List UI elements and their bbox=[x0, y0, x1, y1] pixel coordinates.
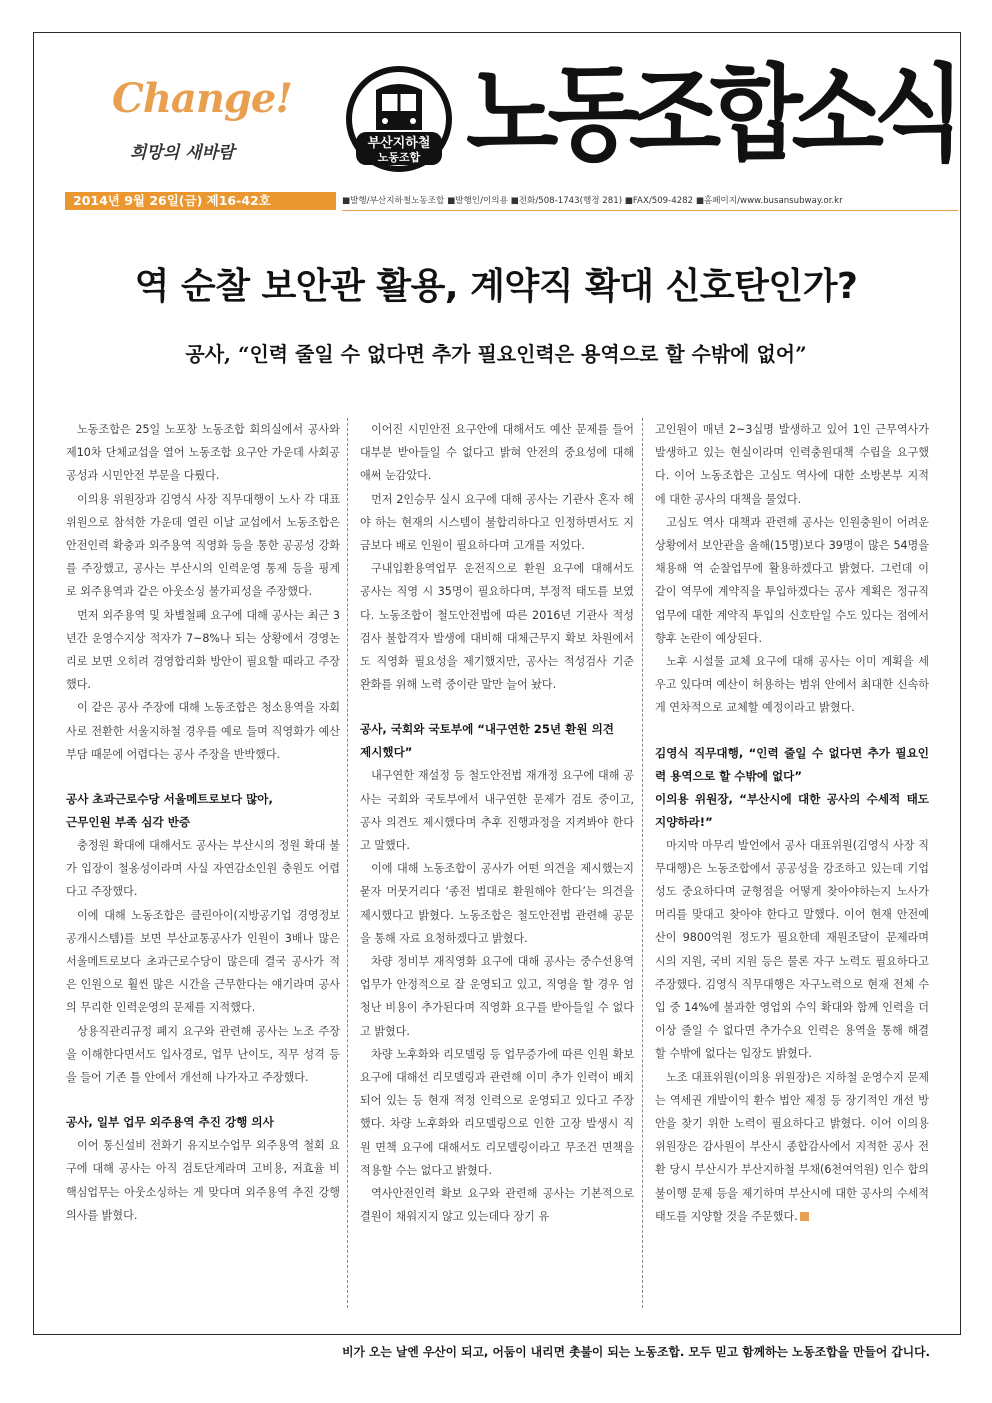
paragraph: 이 같은 공사 주장에 대해 노동조합은 청소용역을 자회사로 전환한 서울지하철 경우를 예로 들며 직영화가 예산부담 때문에 어렵다는 공사 주장을 반박했다. bbox=[66, 701, 340, 761]
section-heading: 공사 초과근로수당 서울메트로보다 많아, bbox=[66, 792, 273, 807]
subheadline: 공사, “인력 줄일 수 없다면 추가 필요인력은 용역으로 할 수밖에 없어” bbox=[185, 342, 807, 366]
end-mark-icon bbox=[800, 1212, 809, 1221]
publisher-info: ■발행/부산지하철노동조합 ■발행인/이의용 ■전화/508-1743(행정 281) ■FAX/509-4282 ■홈페이지/www.busansubway.or.kr bbox=[342, 192, 958, 211]
paragraph bbox=[655, 1066, 929, 1228]
paragraph: 고심도 역사 대책과 관련해 공사는 인원충원이 어려운 상황에서 보안관을 올해(15명)보다 39명이 많은 54명을 채용해 역 순찰업무에 활용하겠다고 밝혔다. 그런데 이 같이 역무에 계약직을 투입하겠다는 공사 계획은 정규직 업무에 대한 계약직 투입의 신호탄일 수도 있다는 점에서 향후 논란이 예상된다. bbox=[655, 515, 929, 645]
paragraph: 노후 시설물 교체 요구에 대해 공사는 이미 계획을 세우고 있다며 예산이 허용하는 범위 안에서 최대한 신속하게 연차적으로 교체할 예정이라고 밝혔다. bbox=[655, 655, 929, 715]
paragraph: 고인원이 매년 2~3십명 발생하고 있어 1인 근무역사가 발생하고 있는 현실이라며 인력충원대책 수립을 요구했다. 이어 노동조합은 고심도 역사에 대한 소방본부 지적에 대한 공사의 대책을 물었다. bbox=[655, 423, 929, 506]
paragraph: 내구연한 재설정 등 철도안전법 재개정 요구에 대해 공사는 국회와 국토부에서 내구연한 문제가 검토 중이고, 공사 의견도 제시했다며 추후 진행과정을 지켜봐야 한다고 말했다. bbox=[360, 769, 634, 853]
section-heading: 제시했다” bbox=[360, 745, 413, 760]
paragraph: 이의용 위원장과 김영식 사장 직무대행이 노사 각 대표위원으로 참석한 가운데 열린 이날 교섭에서 노동조합은 안전인력 확충과 외주용역 직영화 등을 통한 공공성 강화를 주장했고, 공사는 부산시의 인력운영 통제 등을 핑계로 외주용역과 같은 아웃소싱 불가피성을 주장했다. bbox=[66, 492, 340, 599]
article-column-2 bbox=[360, 418, 634, 1308]
article-column-3 bbox=[655, 418, 929, 1308]
paragraph: 이에 대해 노동조합은 클린아이(지방공기업 경영정보공개시스템)를 보면 부산교통공사가 인원이 3배나 많은 서울메트로보다 초과근로수당이 많은데 결국 공사가 적은 인원으로 훨씬 많은 시간을 근무한다는 얘기라며 공사의 무리한 인력운영의 문제를 지적했다. bbox=[66, 908, 340, 1015]
masthead-title: 노동조합소식 bbox=[466, 52, 955, 175]
emblem-top-text: 부산지하철 bbox=[367, 136, 431, 151]
emblem-bottom-text: 노동조합 bbox=[377, 151, 421, 164]
paragraph: 마지막 마무리 발언에서 공사 대표위원(김영식 사장 직무대행)은 노동조합에서 공공성을 강조하고 있는데 기업성도 중요하다며 균형점을 어떻게 찾아야하는지 노사가 머리를 맞대고 찾아야 한다고 말했다. 이어 현재 안전예산이 9800억원 정도가 필요한데 재원조달이 문제라며 시의 지원, 국비 지원 등은 물론 자구 노력도 필요하다고 주장했다. 김영식 직무대행은 자구노력으로 현재 전체 수입 중 14%에 불과한 영업외 수익 확대와 함께 인력을 더 이상 줄일 수 없다면 추가수요 인력은 용역을 통해 해결할 수밖에 없다는 입장도 밝혔다. bbox=[655, 838, 929, 1061]
article-column-1 bbox=[66, 418, 340, 1308]
paragraph: 역사안전인력 확보 요구와 관련해 공사는 기본적으로 결원이 채워지지 않고 있는데다 장기 유 bbox=[360, 1187, 634, 1224]
section-heading: 김영식 직무대행, “인력 줄일 수 없다면 추가 필요인력 용역으로 할 수밖에 없다” bbox=[655, 745, 929, 783]
paragraph: 이어진 시민안전 요구안에 대해서도 예산 문제를 들어 대부분 받아들일 수 없다고 밝혀 안전의 중요성에 대해 애써 눈감았다. bbox=[360, 423, 634, 483]
paragraph: 이에 대해 노동조합이 공사가 어떤 의견을 제시했는지 묻자 머뭇거리다 ‘종전 법대로 환원해야 한다’는 의견을 제시했다고 밝혔다. 노동조합은 철도안전법 관련해 공문을 통해 자료 요청하겠다고 밝혔다. bbox=[360, 862, 634, 945]
section-heading: 공사, 국회와 국토부에 “내구연한 25년 환원 의견 bbox=[360, 722, 614, 737]
paragraph-text: 노조 대표위원(이의용 위원장)은 지하철 운영수지 문제는 역세권 개발이익 환수 법안 제정 등 장기적인 개선 방안을 찾기 위한 노력이 필요하다고 밝혔다. 이어 이의용 위원장은 감사원이 부산시 종합감사에서 지적한 공사 전환 당시 부산시가 부산지하철 부채(6천여억원) 인수 합의 불이행 문제 등을 제기하며 부산시에 대한 공사의 수세적 태도를 지양할 것을 주문했다. bbox=[655, 1070, 929, 1223]
paragraph: 차량 노후화와 리모델링 등 업무증가에 따른 인원 확보 요구에 대해선 리모델링과 관련해 이미 추가 인력이 배치되어 있는 등 현재 적정 인력으로 운영되고 있다고 주장했다. 차량 노후화와 리모델링으로 인한 고장 발생시 직원 면책 요구에 대해서도 리모델링이라고 무조건 면책을 적용할 수는 없다고 밝혔다. bbox=[360, 1047, 634, 1177]
footer-slogan: 비가 오는 날엔 우산이 되고, 어둠이 내리면 촛불이 되는 노동조합. 모두 믿고 함께하는 노동조합을 만들어 갑니다. bbox=[342, 1345, 930, 1359]
paragraph: 먼저 2인승무 실시 요구에 대해 공사는 기관사 혼자 해야 하는 현재의 시스템이 불합리하다고 인정하면서도 지금보다 배로 인원이 필요하다며 고개를 저었다. bbox=[360, 492, 634, 553]
section-heading: 이의용 위원장, “부산시에 대한 공사의 수세적 태도 지양하라!” bbox=[655, 791, 929, 829]
brand-slogan: 희망의 새바람 bbox=[130, 143, 235, 163]
paragraph: 차량 정비부 재직영화 요구에 대해 공사는 중수선용역업무가 안정적으로 잘 운영되고 있고, 직영을 할 경우 엄청난 비용이 추가된다며 직영화 요구를 받아들일 수 없다고 밝혔다. bbox=[360, 955, 634, 1038]
issue-date-bar: 2014년 9월 26일(금) 제16-42호 bbox=[65, 192, 336, 210]
headline: 역 순찰 보안관 활용, 계약직 확대 신호탄인가? bbox=[134, 266, 858, 307]
paragraph: 먼저 외주용역 및 차별철폐 요구에 대해 공사는 최근 3년간 운영수지상 적자가 7~8%나 되는 상황에서 경영논리로 보면 오히려 경영합리화 방안이 필요할 때라고 주장했다. bbox=[66, 608, 340, 692]
union-emblem bbox=[344, 64, 454, 174]
paragraph: 충정원 확대에 대해서도 공사는 부산시의 정원 확대 불가 입장이 철옹성이라며 사실 자연감소인원 충원도 어렵다고 주장했다. bbox=[66, 839, 340, 899]
column-divider bbox=[347, 418, 348, 1308]
paragraph: 노동조합은 25일 노포창 노동조합 회의실에서 공사와 제10차 단체교섭을 열어 노동조합 요구안 가운데 사회공공성과 시민안전 부문을 다뤘다. bbox=[66, 423, 340, 483]
subway-train-icon bbox=[376, 84, 422, 130]
paragraph: 이어 통신설비 전화기 유지보수업무 외주용역 철회 요구에 대해 공사는 아직 검토단계라며 고비용, 저효율 비핵심업무는 아웃소싱하는 게 맞다며 외주용역 추진 강행 의사를 밝혔다. bbox=[66, 1139, 340, 1222]
brand-change: Change! bbox=[112, 75, 292, 122]
paragraph: 구내입환용역업무 운전직으로 환원 요구에 대해서도 공사는 직영 시 35명이 필요하다며, 부정적 태도를 보였다. 노동조합이 철도안전법에 따른 2016년 기관사 적성검사 불합격자 발생에 대비해 대체근무지 확보 차원에서도 직영화 필요성을 제기했지만, 공사는 적성검사 기준 완화를 위해 노력 중이란 말만 늘어 놨다. bbox=[360, 562, 634, 692]
column-divider bbox=[642, 418, 643, 1308]
paragraph: 상용직관리규정 폐지 요구와 관련해 공사는 노조 주장을 이해한다면서도 입사경로, 업무 난이도, 직무 성격 등을 들어 기존 틀 안에서 개선해 나가자고 주장했다. bbox=[66, 1024, 340, 1085]
section-heading: 근무인원 부족 심각 반증 bbox=[66, 815, 191, 830]
section-heading: 공사, 일부 업무 외주용역 추진 강행 의사 bbox=[66, 1115, 274, 1130]
